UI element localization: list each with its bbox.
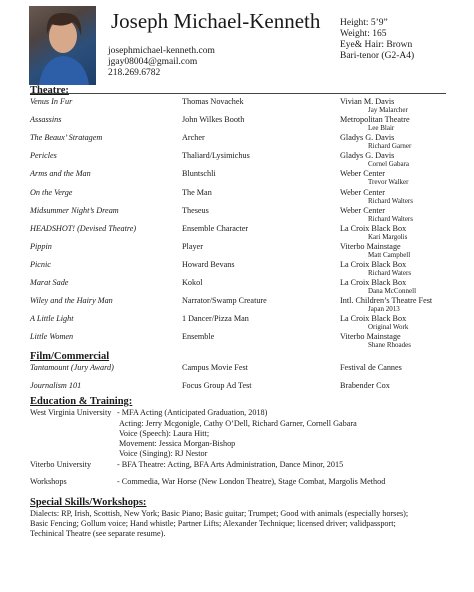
height-stat: Height: 5’9” [340, 18, 388, 28]
director-name: Dana McConnell [368, 287, 417, 295]
training-line: Voice (Singing): RJ Nestor [119, 449, 208, 458]
show-title: Picnic [30, 260, 51, 269]
school-name: Viterbo University [30, 460, 92, 469]
film-project: Campus Movie Fest [182, 363, 248, 372]
role-name: Player [182, 242, 203, 251]
venue-name: La Croix Black Box [340, 278, 407, 287]
venue-name: Viterbo Mainstage [340, 242, 401, 251]
education-heading: Education & Training: [30, 396, 133, 407]
degree-line: - MFA Acting (Anticipated Graduation, 2018) [117, 408, 268, 417]
venue-name: Weber Center [340, 169, 386, 178]
show-title: A Little Light [30, 314, 74, 323]
venue-name: Viterbo Mainstage [340, 332, 401, 341]
role-name: Ensemble Character [182, 224, 249, 233]
role-name: Howard Bevans [182, 260, 235, 269]
show-title: Venus In Fur [30, 97, 73, 106]
director-name: Lee Blair [368, 124, 395, 132]
venue-name: La Croix Black Box [340, 260, 407, 269]
show-title: Wiley and the Hairy Man [30, 296, 113, 305]
director-name: Kari Margolis [368, 233, 408, 241]
show-title: Assassins [30, 115, 62, 124]
skills-line: Dialects: RP, Irish, Scottish, New York; Basic Piano; Basic guitar; Trumpet; Good with animals (especially horses); [30, 509, 409, 518]
weight-stat: Weight: 165 [340, 29, 387, 39]
venue-name: La Croix Black Box [340, 224, 407, 233]
role-name: Thaliard/Lysimichus [182, 151, 250, 160]
venue-name: Metropolitan Theatre [340, 115, 410, 124]
school-name: West Virginia University [30, 408, 112, 417]
director-name: Richard Garner [368, 142, 412, 150]
show-title: On the Verge [30, 188, 73, 197]
show-title: Midsummer Night’s Dream [30, 206, 119, 215]
phone-number: 218.269.6782 [108, 68, 161, 78]
skills-line: Basic Fencing; Gollum voice; Hand whistle; Partner Lifts; Alexander Technique; licensed driver; validpassport; [30, 519, 396, 528]
film-project: Focus Group Ad Test [182, 381, 252, 390]
role-name: 1 Dancer/Pizza Man [182, 314, 249, 323]
eye-hair-stat: Eye& Hair: Brown [340, 40, 413, 50]
director-name: Richard Waters [368, 269, 412, 277]
venue-name: La Croix Black Box [340, 314, 407, 323]
director-name: Matt Campbell [368, 251, 411, 259]
director-name: Japan 2013 [368, 305, 400, 313]
role-name: The Man [182, 188, 212, 197]
show-title: HEADSHOT! (Devised Theatre) [30, 224, 137, 233]
show-title: Pericles [30, 151, 57, 160]
director-name: Shane Rhoades [368, 341, 411, 349]
workshops-label: Workshops [30, 477, 67, 486]
director-name: Jay Malarcher [368, 106, 408, 114]
director-name: Trevor Walker [368, 178, 409, 186]
role-name: Archer [182, 133, 205, 142]
actor-name: Joseph Michael-Kenneth [111, 9, 321, 33]
degree-line: - BFA Theatre: Acting, BFA Arts Administration, Dance Minor, 2015 [117, 460, 344, 469]
website-link[interactable]: josephmichael-kenneth.com [108, 46, 215, 56]
director-name: Richard Walters [368, 215, 413, 223]
workshops-line: - Commedia, War Horse (New London Theatre), Stage Combat, Margolis Method [117, 477, 386, 486]
venue-name: Intl. Children’s Theatre Fest [340, 296, 433, 305]
section-divider [30, 93, 446, 94]
film-title: Journalism 101 [30, 381, 82, 390]
venue-name: Gladys G. Davis [340, 151, 395, 160]
show-title: Arms and the Man [30, 169, 91, 178]
role-name: Narrator/Swamp Creature [182, 296, 267, 305]
film-heading: Film/Commercial [30, 351, 110, 362]
director-name: Cornel Gabara [368, 160, 410, 168]
voice-range-stat: Bari-tenor (G2-A4) [340, 51, 415, 61]
venue-name: Vivian M. Davis [340, 97, 395, 106]
headshot-photo [29, 6, 96, 85]
venue-name: Weber Center [340, 188, 386, 197]
director-name: Original Work [368, 323, 409, 331]
film-title: Tantamount (Jury Award) [30, 363, 114, 372]
role-name: Thomas Novachek [182, 97, 244, 106]
training-line: Voice (Speech): Laura Hitt; [119, 429, 210, 438]
role-name: Bluntschli [182, 169, 216, 178]
skills-heading: Special Skills/Workshops: [30, 497, 147, 508]
show-title: Little Women [30, 332, 74, 341]
film-venue: Festival de Cannes [340, 363, 402, 372]
role-name: John Wilkes Booth [182, 115, 245, 124]
show-title: Marat Sade [30, 278, 69, 287]
training-line: Acting: Jerry Mcgonigle, Cathy O’Dell, Richard Garner, Cornell Gabara [119, 419, 357, 428]
venue-name: Weber Center [340, 206, 386, 215]
role-name: Theseus [182, 206, 209, 215]
skills-line: Techinical Theatre (see separate resume). [30, 529, 166, 538]
theatre-heading: Theatre: [30, 85, 69, 96]
role-name: Kokol [182, 278, 203, 287]
show-title: The Beaux’ Stratagem [30, 133, 103, 142]
role-name: Ensemble [182, 332, 215, 341]
training-line: Movement: Jessica Morgan-Bishop [119, 439, 236, 448]
show-title: Pippin [30, 242, 52, 251]
director-name: Richard Walters [368, 197, 413, 205]
venue-name: Gladys G. Davis [340, 133, 395, 142]
film-venue: Brabender Cox [340, 381, 390, 390]
email-link[interactable]: jgay08004@gmail.com [108, 57, 198, 67]
